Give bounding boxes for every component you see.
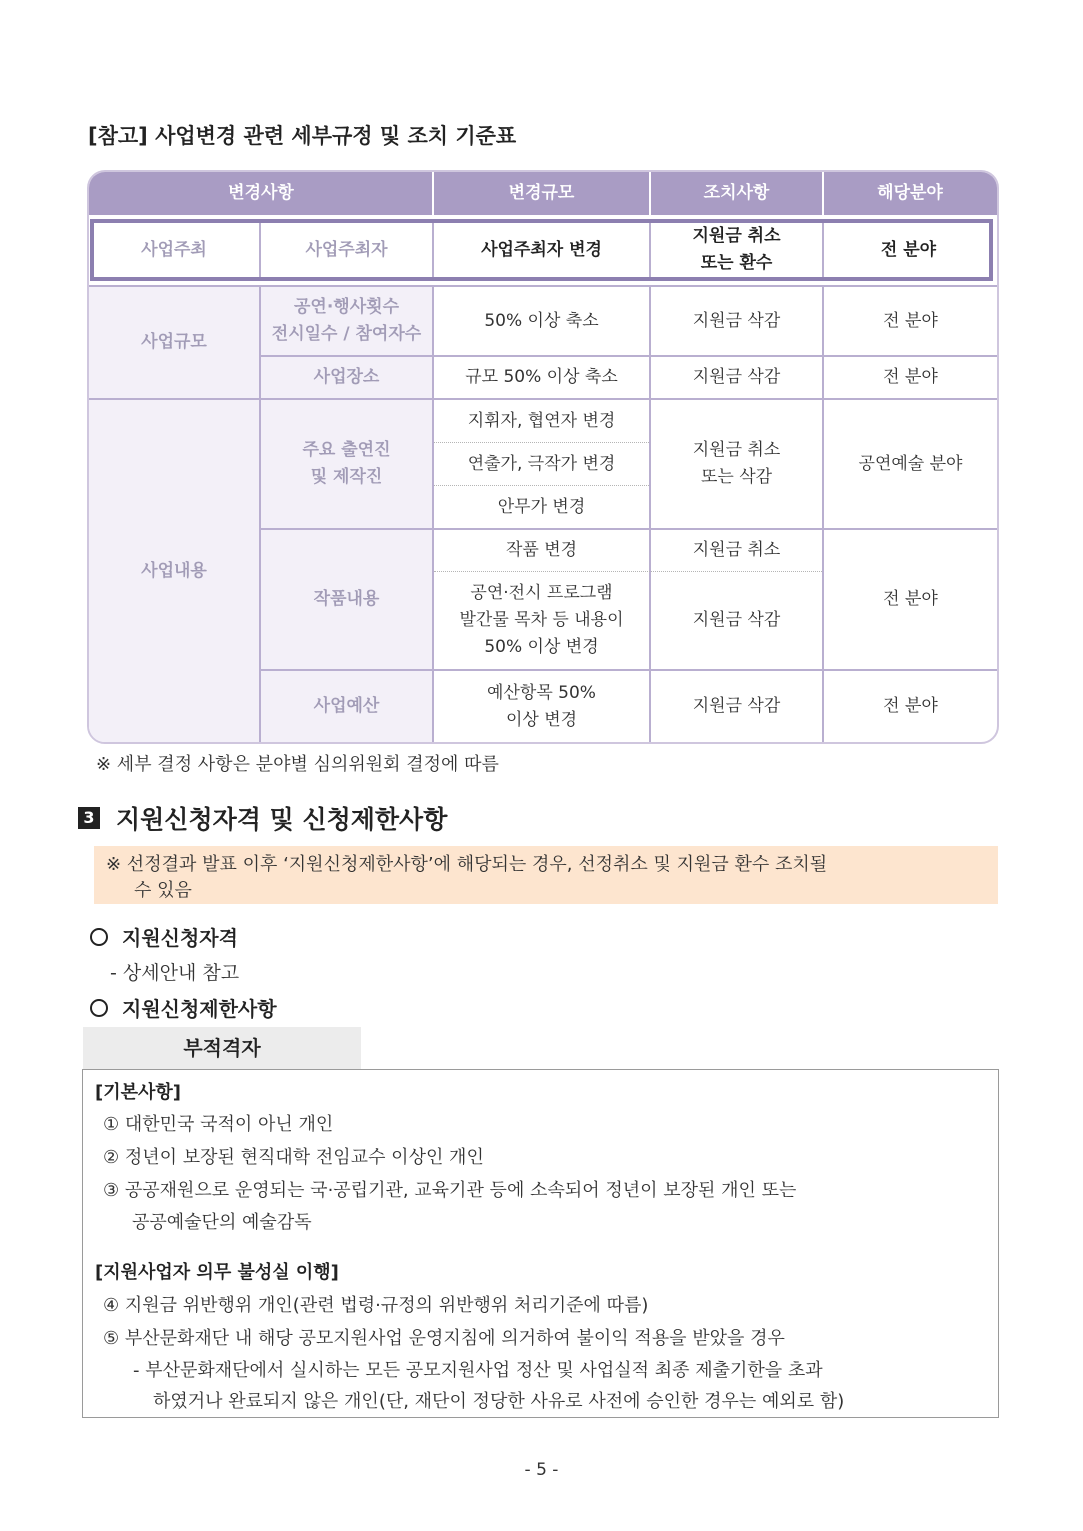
basic-item: ② 정년이 보장된 현직대학 전임교수 이상인 개인 bbox=[103, 1147, 484, 1168]
cast-item: 연출가, 극작가 변경 bbox=[467, 453, 616, 474]
warning-line1: ※ 선정결과 발표 이후 ‘지원신청제한사항’에 해당되는 경우, 선정취소 및 지원금 환수 조치될 bbox=[106, 854, 828, 875]
scale-r2-field: 전 분야 bbox=[883, 367, 938, 387]
scale-category: 사업규모 bbox=[141, 332, 207, 352]
eligibility-heading: 지원신청자격 bbox=[90, 922, 238, 951]
row1-category: 사업주최 bbox=[141, 239, 207, 260]
content-sub-budget: 사업예산 bbox=[313, 696, 380, 716]
work-item2: 공연·전시 프로그램 발간물 목차 등 내용이 50% 이상 변경 bbox=[459, 583, 624, 657]
table-note: ※ 세부 결정 사항은 분야별 심의위원회 결정에 따름 bbox=[96, 754, 499, 775]
cast-item: 지휘자, 협연자 변경 bbox=[467, 410, 616, 431]
cast-item: 안무가 변경 bbox=[497, 496, 586, 517]
scale-r1-field: 전 분야 bbox=[883, 310, 938, 331]
budget-scale: 예산항목 50% 이상 변경 bbox=[487, 682, 596, 730]
scale-r2-scale: 규모 50% 이상 축소 bbox=[465, 367, 618, 387]
circle-bullet-icon bbox=[90, 999, 108, 1017]
content-sub-cast: 주요 출연진 및 제작진 bbox=[302, 440, 391, 487]
eligibility-detail: - 상세안내 참고 bbox=[110, 962, 240, 984]
basic-heading: [기본사항] bbox=[95, 1082, 182, 1103]
basic-item: ③ 공공재원으로 운영되는 국·공립기관, 교육기관 등에 소속되어 정년이 보장된 개인 또는 bbox=[103, 1180, 797, 1201]
warning-box bbox=[94, 846, 998, 904]
ineligible-box bbox=[82, 1069, 999, 1418]
duty-subitem: - 부산문화재단에서 실시하는 모든 공모지원사업 정산 및 사업실적 최종 제출기한을 초과 bbox=[133, 1360, 823, 1381]
scale-r2-action: 지원금 삭감 bbox=[692, 367, 781, 387]
work-field: 전 분야 bbox=[883, 589, 938, 609]
scale-sub-events: 공연·행사횟수 전시일수 / 참여자수 bbox=[271, 297, 422, 344]
content-sub-work: 작품내용 bbox=[313, 589, 380, 609]
cast-field: 공연예술 분야 bbox=[858, 453, 963, 474]
restriction-heading: 지원신청제한사항 bbox=[90, 993, 277, 1022]
warning-line2: 수 있음 bbox=[134, 880, 192, 901]
duty-subitem-cont: 하였거나 완료되지 않은 개인(단, 재단이 정당한 사유로 사전에 승인한 경우는 예외로 함) bbox=[153, 1391, 845, 1412]
section-number: 3 bbox=[78, 807, 100, 829]
scale-r1-action: 지원금 삭감 bbox=[692, 310, 781, 331]
duty-heading: [지원사업자 의무 불성실 이행] bbox=[95, 1262, 339, 1283]
page-number: - 5 - bbox=[524, 1460, 559, 1480]
duty-item: ⑤ 부산문화재단 내 해당 공모지원사업 운영지침에 의거하여 불이익 적용을 받았을 경우 bbox=[103, 1328, 785, 1349]
section-title: 지원신청자격 및 신청제한사항 bbox=[116, 805, 448, 834]
row1-scale: 사업주최자 변경 bbox=[481, 239, 602, 260]
section-heading bbox=[78, 800, 447, 836]
change-rules-table bbox=[87, 170, 999, 744]
work-item1: 작품 변경 bbox=[505, 540, 578, 560]
content-category: 사업내용 bbox=[141, 560, 207, 581]
header-field: 해당분야 bbox=[877, 183, 943, 203]
work-action1: 지원금 취소 bbox=[692, 540, 781, 560]
scale-r1-scale: 50% 이상 축소 bbox=[484, 310, 599, 331]
basic-item: ① 대한민국 국적이 아닌 개인 bbox=[103, 1114, 334, 1135]
scale-sub-venue: 사업장소 bbox=[313, 367, 380, 387]
row1-field: 전 분야 bbox=[880, 239, 937, 260]
ineligible-tab: 부적격자 bbox=[83, 1027, 361, 1069]
work-action2: 지원금 삭감 bbox=[692, 610, 781, 630]
budget-field: 전 분야 bbox=[883, 696, 938, 716]
budget-action: 지원금 삭감 bbox=[692, 696, 781, 716]
duty-item: ④ 지원금 위반행위 개인(관련 법령·규정의 위반행위 처리기준에 따름) bbox=[103, 1295, 649, 1316]
header-change-item: 변경사항 bbox=[228, 183, 294, 203]
circle-bullet-icon bbox=[90, 928, 108, 946]
cast-action: 지원금 취소 또는 삭감 bbox=[692, 440, 781, 487]
table-header bbox=[89, 172, 997, 215]
header-change-scale: 변경규모 bbox=[508, 183, 575, 203]
reference-title: [참고] 사업변경 관련 세부규정 및 조치 기준표 bbox=[88, 124, 517, 148]
basic-item-cont: 공공예술단의 예술감독 bbox=[132, 1212, 312, 1233]
row1-action: 지원금 취소 또는 환수 bbox=[692, 226, 781, 273]
header-action: 조치사항 bbox=[703, 183, 770, 203]
row1-subcategory: 사업주최자 bbox=[305, 239, 388, 260]
